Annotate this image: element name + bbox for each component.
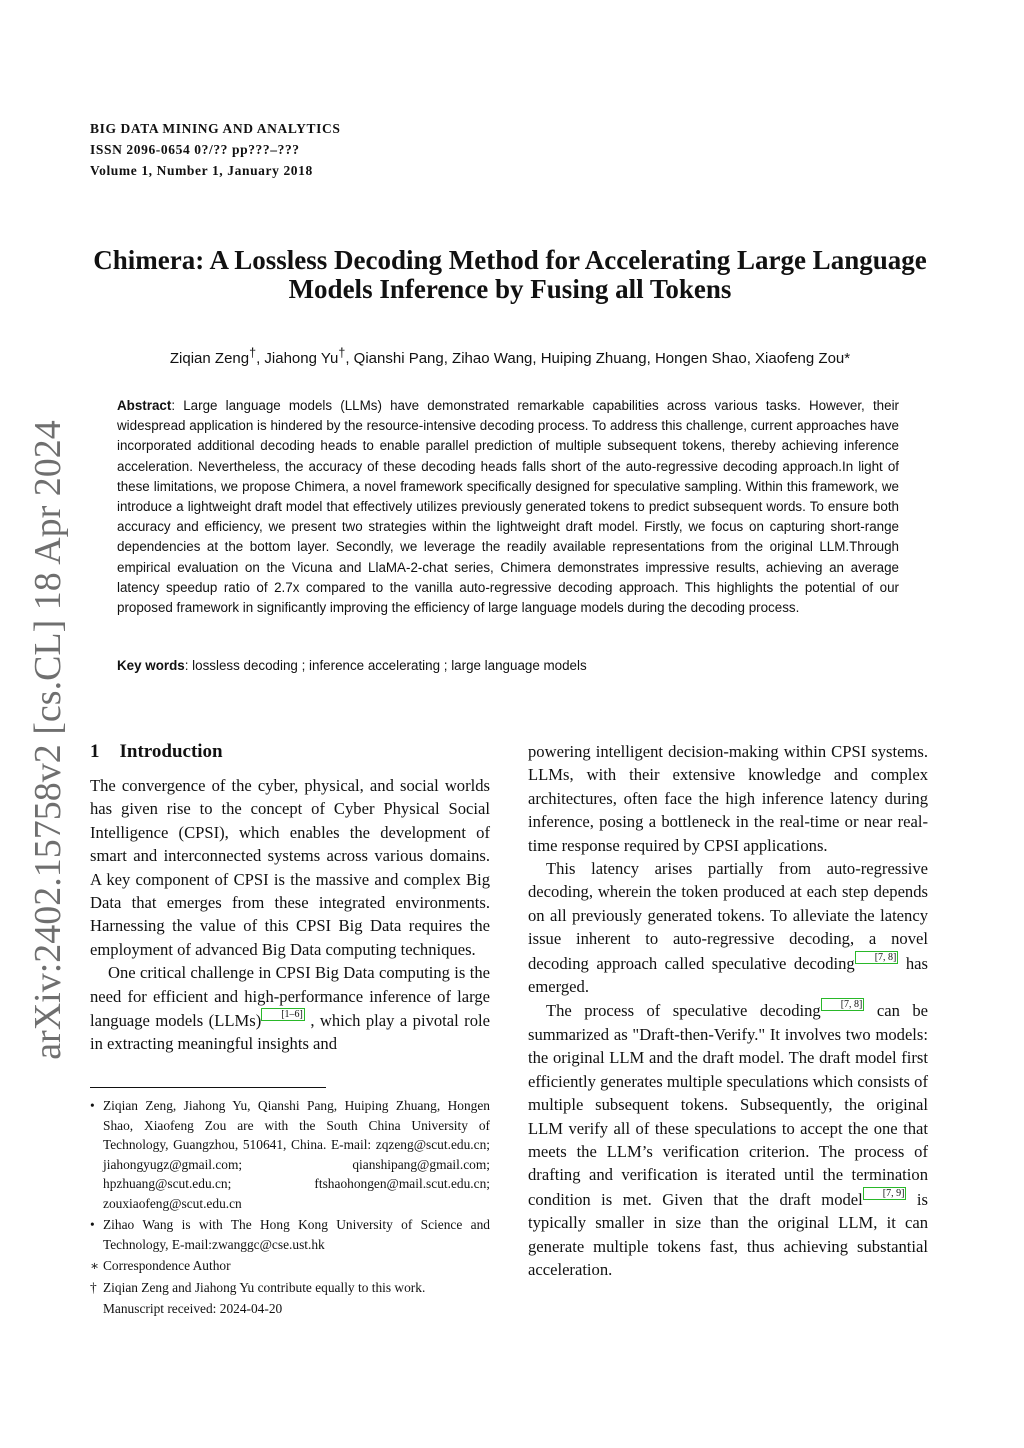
footnote [90,1278,490,1298]
author-name: Ziqian Zeng [169,350,250,367]
footnote-text: Ziqian Zeng, Jiahong Yu, Qianshi Pang, Huiping Zhuang, Hongen Shao, Xiaofeng Zou are with the South China University of Technology, Guangzhou, 510641, China. E-mail: zqzeng@scut.edu.cn; jiahongyugz@gmail.com; qianshipang@gmail.com; hpzhuang@scut.edu.cn; ftshaohongen@mail.scut.edu.cn; zouxiaofeng@scut.edu.cn [103,1098,490,1211]
author-name: Jiahong Yu [264,350,339,367]
abstract [117,396,899,618]
author-mark: † [338,346,346,360]
abstract-text: : Large language models (LLMs) have demonstrated remarkable capabilities across various tasks. However, their widespread application is hindered by the resource-intensive decoding process. To address this challenge, current approaches have incorporated additional decoding heads to enable parallel prediction of multiple subsequent tokens, thereby achieving inference acceleration. Nevertheless, the accuracy of these decoding heads falls short of the auto-regressive decoding approach.In light of these limitations, we propose Chimera, a novel framework specifically designed for speculative sampling. Within this framework, we introduce a lightweight draft model that effectively utilizes previously generated tokens to predict subsequent words. To ensure both accuracy and efficiency, we present two strategies within the lightweight draft model. Firstly, we focus on capturing short-range dependencies at the bottom layer. Secondly, we leverage the readily available representations from the original LLM.Through empirical evaluation on the Vicuna and LlaMA-2-chat series, Chimera demonstrates impressive results, achieving an average latency speedup ratio of 2.7x compared to the vanilla auto-regressive decoding approach. This highlights the potential of our proposed framework in significantly improving the efficiency of large language models during the decoding process. [117,398,899,616]
author-separator: , [256,350,265,367]
paragraph-text: , which play a pivotal role in extracting meaningful insights and [90,1011,490,1054]
arxiv-stamp: arXiv:2402.15758v2 [cs.CL] 18 Apr 2024 [27,420,69,1060]
journal-volume: Volume 1, Number 1, January 2018 [90,163,313,178]
footnote [90,1256,490,1276]
author-list [100,346,920,367]
citation-link[interactable]: [7, 8] [855,951,899,964]
paragraph-text: One critical challenge in CPSI Big Data computing is the need for efficient and high-performance inference of large language models (LLMs) [90,963,490,1031]
citation-link[interactable]: [1–6] [261,1008,305,1021]
footnote-mark: • [90,1098,95,1113]
footnote-mark: † [90,1279,97,1295]
footnote-text: Ziqian Zeng and Jiahong Yu contribute equally to this work. [103,1279,426,1295]
footnote-rule [90,1087,326,1088]
journal-header [90,118,340,181]
paragraph [528,857,928,998]
keywords-text: : lossless decoding ; inference accelerating ; large language models [184,658,587,673]
left-column [90,740,490,1056]
section-heading [90,740,490,764]
footnote-text: Correspondence Author [103,1258,231,1273]
right-column [528,740,928,1281]
journal-name: BIG DATA MINING AND ANALYTICS [90,121,341,136]
abstract-label: Abstract [117,398,172,413]
paragraph: powering intelligent decision-making within CPSI systems. LLMs, with their extensive knowledge and complex architectures, often face the high inference latency during inference, posing a bottleneck in the real-time or near real-time response required by CPSI applications. [528,742,928,855]
paragraph: The convergence of the cyber, physical, and social worlds has given rise to the concept of Cyber Physical Social Intelligence (CPSI), which enables the development of smart and interconnected systems across various domains. A key component of CPSI is the massive and complex Big Data that emerges from these integrated environments. Harnessing the value of this CPSI Big Data requires the employment of advanced Big Data computing techniques. [90,776,490,959]
footnote-mark: • [90,1217,95,1232]
paragraph [90,961,490,1056]
citation-link[interactable]: [7, 8] [821,998,865,1011]
journal-issn: ISSN 2096-0654 0?/?? pp???–??? [90,142,300,157]
paragraph-text: has emerged. [528,953,928,997]
footnotes [90,1096,490,1321]
footnote [90,1215,490,1254]
keywords-label: Key words [117,658,185,673]
paper-title: Chimera: A Lossless Decoding Method for Accelerating Large Language Models Inference by Fusing all Tokens [93,245,927,304]
paragraph-text: is typically smaller in size than the original LLM, it can generate multiple tokens fast, thus achieving substantial acceleration. [528,1189,929,1279]
paragraph-text: can be summarized as "Draft-then-Verify." It involves two models: the original LLM and the draft model. The draft model first efficiently generates multiple speculations which consists of multiple subsequent tokens. Subsequently, the original LLM verify all of these speculations to accept the one that meets the LLM’s verification criterion. The process of drafting and verification is iterated until the termination condition is met. Given that the draft model [528,1001,928,1209]
footnote-mark: ∗ [90,1258,100,1273]
footnote-text: Zihao Wang is with The Hong Kong University of Science and Technology, E-mail:zwanggc@cse.ust.hk [103,1217,490,1252]
paragraph [528,998,928,1281]
section-title: Introduction [119,741,223,762]
author-rest: , Qianshi Pang, Zihao Wang, Huiping Zhuang, Hongen Shao, Xiaofeng Zou* [345,350,851,367]
footnote-text: Manuscript received: 2024-04-20 [103,1301,283,1316]
author-mark: † [249,346,257,360]
keywords [117,656,899,676]
citation-link[interactable]: [7, 9] [863,1187,907,1200]
footnote [90,1096,490,1213]
paragraph-text: The process of speculative decoding [546,1001,821,1021]
section-number: 1 [90,741,100,762]
footnote [90,1299,490,1319]
paragraph-text: This latency arises partially from auto-regressive decoding, wherein the token produced at each step depends on all previously generated tokens. To alleviate the latency issue inherent to auto-regressive decoding, a novel decoding approach called speculative decoding [528,859,928,973]
